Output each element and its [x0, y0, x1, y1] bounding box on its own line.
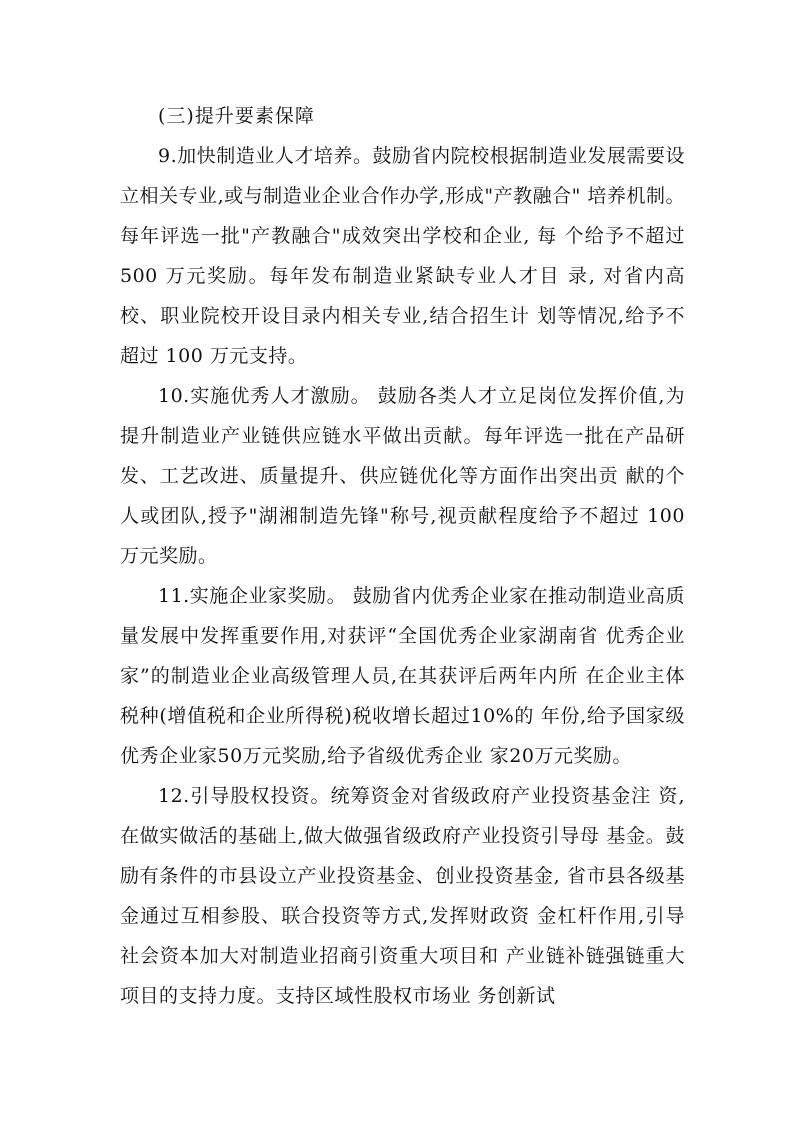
paragraph-title: 9.加快制造业人才培养。	[158, 145, 373, 167]
paragraph-entrepreneur-award	[120, 576, 685, 776]
paragraph-text: 统筹资金对省级政府产业投资基金注 资,在做实做活的基础上,做大做强省级政府产业投资引导母 基金。鼓励有条件的市县设立产业投资基金、创业投资基金, 省市县各级基金通过互相参股、联合投资等方式,发挥财政资 金杠杆作用,引导社会资本加大对制造业招商引资重大项目和 产业链补链强链重大项目的支持力度。支持区域性股权市场业 务创新试	[120, 785, 685, 1007]
paragraph-title: 11.实施企业家奖励。	[158, 585, 347, 607]
paragraph-text: 鼓励省内优秀企业家在推动制造业高质量发展中发挥重要作用,对获评“全国优秀企业家湖南省 优秀企业家”的制造业企业高级管理人员,在其获评后两年内所 在企业主体税种(增值税和企业所得税)税收增长超过10%的 年份,给予国家级优秀企业家50万元奖励,给予省级优秀企业 家20万元奖励。	[120, 585, 686, 767]
paragraph-title: 10.实施优秀人才激励。	[158, 385, 371, 407]
paragraph-text: 鼓励各类人才立足岗位发挥价值,为提升制造业产业链供应链水平做出贡献。每年评选一批在产品研发、工艺改进、质量提升、供应链优化等方面作出突出贡 献的个人或团队,授予"湖湘制造先锋"称号,视贡献程度给予不超过 100 万元奖励。	[120, 385, 685, 567]
document-body	[120, 96, 685, 1016]
section-heading: (三)提升要素保障	[158, 105, 315, 127]
paragraph-text: 鼓励省内院校根据制造业发展需要设立相关专业,或与制造业企业合作办学,形成"产教融合" 培养机制。每年评选一批"产教融合"成效突出学校和企业, 每 个给予不超过 500 万元奖励。每年发布制造业紧缺专业人才目 录, 对省内高校、职业院校开设目录内相关专业,结合招生计 划等情况,给予不超过 100 万元支持。	[120, 145, 685, 367]
paragraph-talent-incentive	[120, 376, 685, 576]
paragraph-title: 12.引导股权投资。	[158, 785, 331, 807]
paragraph-talent-training	[120, 136, 685, 376]
paragraph-equity-investment	[120, 776, 685, 1016]
